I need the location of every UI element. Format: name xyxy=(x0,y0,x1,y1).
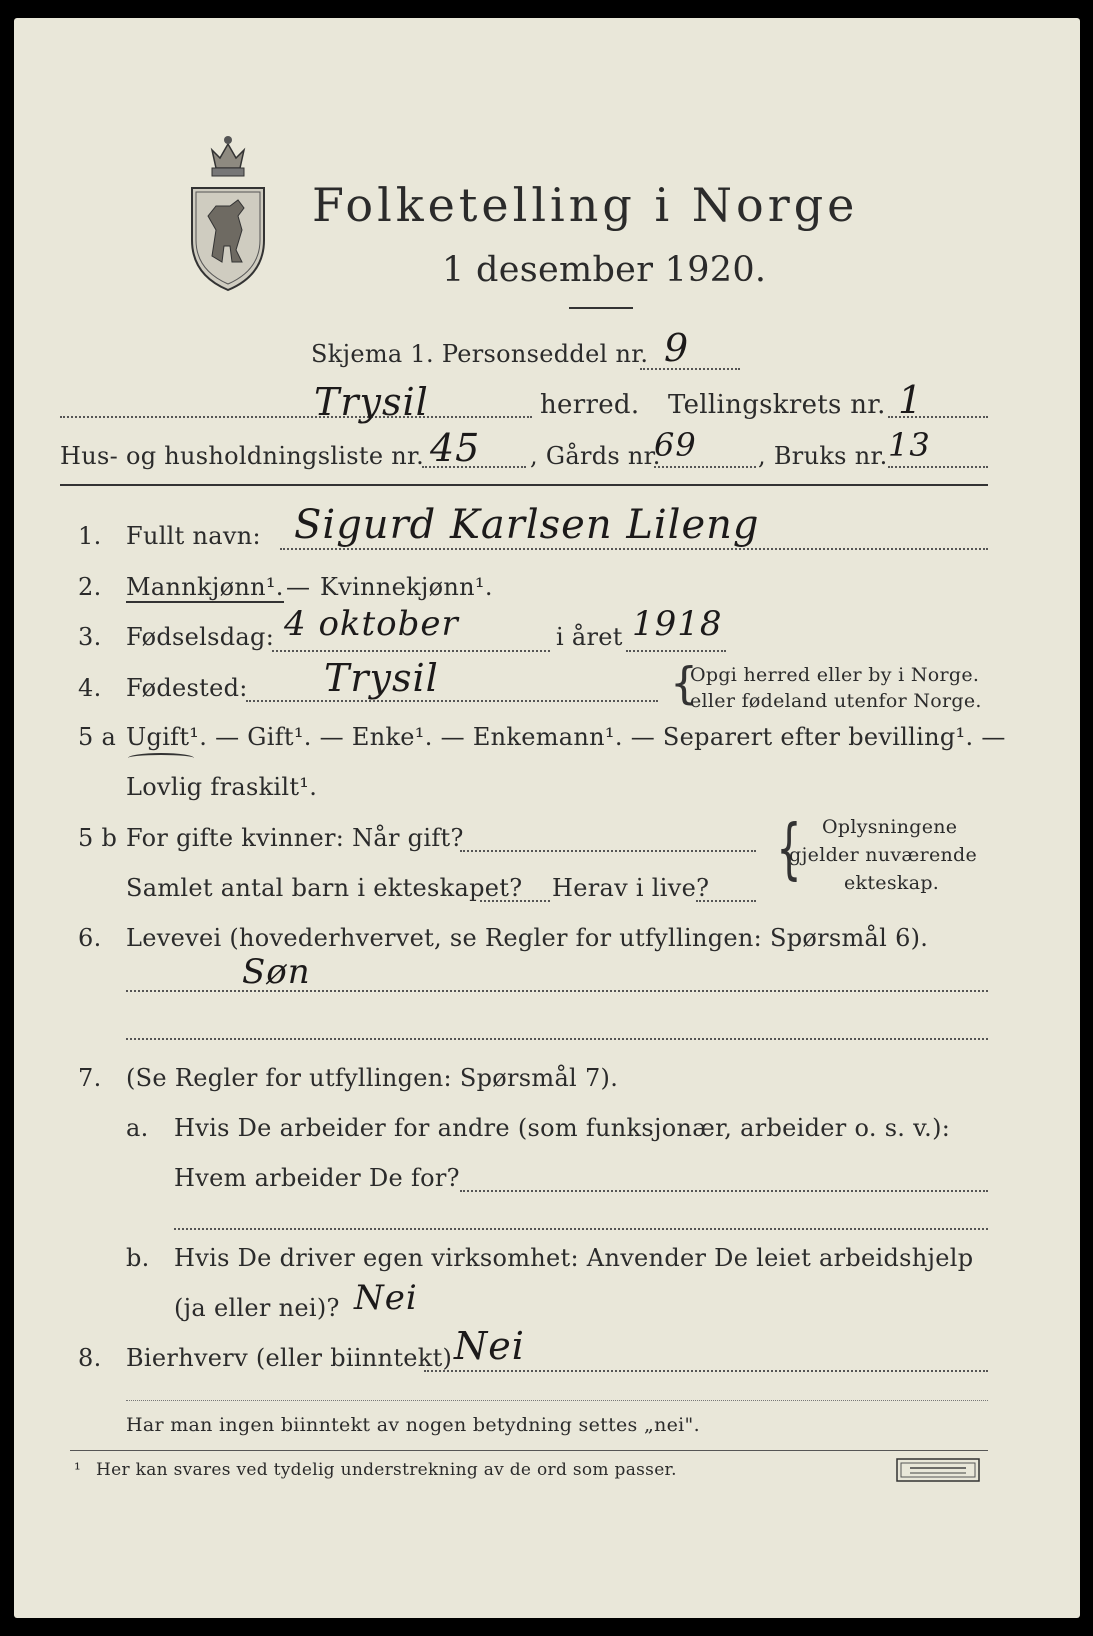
ugift-mark xyxy=(128,753,194,763)
form-title: Folketelling i Norge xyxy=(312,178,859,232)
husholdningsliste-label: Hus- og husholdningsliste nr. xyxy=(60,442,425,470)
herred-line xyxy=(60,416,532,418)
birth-year-value: 1918 xyxy=(632,604,723,644)
marital-status-options: Ugift¹. — Gift¹. — Enke¹. — Enkemann¹. — Separert efter bevilling¹. — xyxy=(126,723,1006,751)
married-note-2: gjelder nuværende xyxy=(789,844,978,866)
married-date-line xyxy=(460,850,756,852)
schema-label: Skjema 1. Personseddel nr. xyxy=(311,340,649,368)
year-label: i året xyxy=(556,623,623,651)
title-divider xyxy=(569,307,633,309)
census-form xyxy=(14,18,1080,1618)
printer-stamp-icon xyxy=(896,1458,980,1482)
birthplace-line xyxy=(246,700,658,702)
q1-label: Fullt navn: xyxy=(126,522,261,550)
birthplace-brace: { xyxy=(670,658,698,709)
q4-label: Fødested: xyxy=(126,674,248,702)
tellingskrets-line xyxy=(888,416,988,418)
employer-line-2 xyxy=(174,1228,988,1230)
side-income-value: Nei xyxy=(454,1324,525,1368)
hired-help-label: (ja eller nei)? xyxy=(174,1294,340,1322)
gards-value: 69 xyxy=(654,426,697,464)
gender-separator: — xyxy=(286,573,311,601)
q8-label: Bierhverv (eller biinntekt) xyxy=(126,1344,453,1372)
q7-label: (Se Regler for utfyllingen: Spørsmål 7). xyxy=(126,1064,619,1092)
children-alive-label: Herav i live? xyxy=(552,874,710,902)
marital-status-divorced: Lovlig fraskilt¹. xyxy=(126,773,318,801)
q3-number: 3. xyxy=(78,623,102,651)
employer-label: Hvem arbeider De for? xyxy=(174,1164,460,1192)
bruks-line xyxy=(888,466,988,468)
husholdningsliste-line xyxy=(422,466,526,468)
bruks-value: 13 xyxy=(888,426,931,464)
hired-help-value: Nei xyxy=(354,1278,418,1318)
birth-year-line xyxy=(626,650,726,652)
married-note-brace: { xyxy=(776,810,802,887)
occupation-line-1 xyxy=(126,990,988,992)
footnote-mark: ¹ xyxy=(74,1460,82,1480)
children-label: Samlet antal barn i ekteskapet? xyxy=(126,874,523,902)
employer-line-1 xyxy=(460,1190,988,1192)
q7b-question: Hvis De driver egen virksomhet: Anvender De leiet arbeidshjelp xyxy=(174,1244,974,1272)
married-date-label: For gifte kvinner: Når gift? xyxy=(126,824,464,852)
q7a-question: Hvis De arbeider for andre (som funksjonær, arbeider o. s. v.): xyxy=(174,1114,951,1142)
q2-number: 2. xyxy=(78,573,102,601)
herred-label: herred. xyxy=(540,390,640,420)
q6-number: 6. xyxy=(78,924,102,952)
census-date: 1 desember 1920. xyxy=(442,250,767,290)
gards-label: , Gårds nr. xyxy=(530,442,661,470)
children-line xyxy=(480,900,550,902)
q5a-number: 5 a xyxy=(78,723,117,751)
children-alive-line xyxy=(696,900,756,902)
tellingskrets-value: 1 xyxy=(898,378,924,422)
schema-number-line xyxy=(640,368,740,370)
q7b-letter: b. xyxy=(126,1244,150,1272)
q7-number: 7. xyxy=(78,1064,102,1092)
birthday-line xyxy=(272,650,550,652)
gards-line xyxy=(654,466,756,468)
footnote-divider xyxy=(70,1450,988,1451)
q8-number: 8. xyxy=(78,1344,102,1372)
birthday-value: 4 oktober xyxy=(284,604,459,644)
footer-divider xyxy=(126,1400,988,1401)
q7a-letter: a. xyxy=(126,1114,149,1142)
occupation-line-2 xyxy=(126,1038,988,1040)
full-name-value: Sigurd Karlsen Lileng xyxy=(294,502,760,548)
q3-label: Fødselsdag: xyxy=(126,623,275,651)
bruks-label: , Bruks nr. xyxy=(758,442,888,470)
q4-number: 4. xyxy=(78,674,102,702)
male-option: Mannkjønn¹. xyxy=(126,573,284,601)
footnote-text: Her kan svares ved tydelig understrekning av de ord som passer. xyxy=(96,1460,677,1480)
side-income-line xyxy=(424,1370,988,1372)
header-divider xyxy=(60,484,988,486)
birthplace-note-2: eller fødeland utenfor Norge. xyxy=(690,690,982,712)
herred-value: Trysil xyxy=(314,380,429,424)
birthplace-value: Trysil xyxy=(324,656,439,700)
birthplace-note-1: Opgi herred eller by i Norge. xyxy=(690,664,980,686)
norwegian-lion-crest-icon xyxy=(186,130,270,294)
occupation-value: Søn xyxy=(242,952,311,992)
married-note-1: Oplysningene xyxy=(822,816,958,838)
side-income-note: Har man ingen biinntekt av nogen betydning settes „nei". xyxy=(126,1414,700,1436)
q1-number: 1. xyxy=(78,522,102,550)
q6-label: Levevei (hovederhvervet, se Regler for utfyllingen: Spørsmål 6). xyxy=(126,924,929,952)
husholdningsliste-value: 45 xyxy=(430,426,481,470)
female-option: Kvinnekjønn¹. xyxy=(320,573,493,601)
q5b-number: 5 b xyxy=(78,824,118,852)
tellingskrets-label: Tellingskrets nr. xyxy=(668,390,886,420)
married-note-3: ekteskap. xyxy=(844,872,940,894)
schema-number-value: 9 xyxy=(664,326,690,370)
full-name-line xyxy=(280,548,988,550)
